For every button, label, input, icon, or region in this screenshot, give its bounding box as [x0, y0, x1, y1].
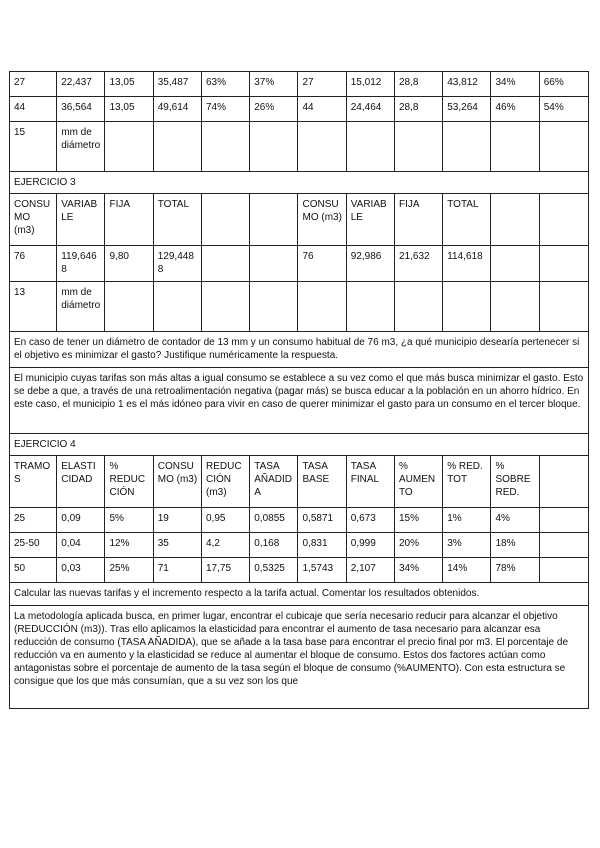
column-header: CONSUMO (m3) — [298, 194, 346, 246]
table-cell: 66% — [539, 72, 588, 97]
table-cell: 43,812 — [443, 72, 491, 97]
ex3-size-row — [10, 282, 589, 332]
table-cell: 0,04 — [57, 533, 105, 558]
table-cell — [491, 246, 539, 282]
table-cell: mm de diámetro — [57, 122, 105, 172]
column-header: VARIABLE — [57, 194, 105, 246]
section-title-ex3-row — [10, 172, 589, 194]
table-cell — [250, 282, 298, 332]
table-cell — [394, 122, 442, 172]
table-cell: 34% — [491, 72, 539, 97]
table-cell — [201, 122, 249, 172]
table-cell: 27 — [298, 72, 346, 97]
table-cell: 20% — [394, 533, 442, 558]
ex4-answer: La metodología aplicada busca, en primer lugar, encontrar el cubicaje que sería necesario reducir para alcanzar el objetivo (REDUCCIÓN (m3)). Tras ello aplicamos la elasticidad para encontrar el aumento de tasa necesario para alcanzar esa reducción de consumo (TASA AÑADIDA), que se añade a la tasa base para encontrar el precio final por m3. El porcentaje de reducción va en aumento y la elasticidad se reduce al aumentar el bloque de consumo. Estos dos factores actúan como antagonistas sobre el porcentaje de aumento de la tasa según el bloque de consumo (%AUMENTO). Con esta estructura se consigue que los que más consumían, que a su vez son los que — [10, 606, 589, 709]
ex3-answer: El municipio cuyas tarifas son más altas a igual consumo se establece a su vez como el que más busca minimizar el gasto. Esto se debe a que, a través de una retroalimentación negativa (pagar más) se busca educar a la población en un ahorro hídrico. En este caso, el municipio 1 es el más idóneo para vivir en caso de querer minimizar el gasto para un consumo en el tercer bloque. — [10, 368, 589, 434]
table-cell: 119,6468 — [57, 246, 105, 282]
table-cell: 46% — [491, 97, 539, 122]
column-header — [201, 194, 249, 246]
table-cell: 15,012 — [346, 72, 394, 97]
ex2-row — [10, 122, 589, 172]
table-cell: 25% — [105, 558, 153, 583]
table-cell: 0,09 — [57, 508, 105, 533]
column-header: CONSUMO (m3) — [153, 456, 201, 508]
column-header: TASA BASE — [298, 456, 346, 508]
table-cell: 4% — [491, 508, 539, 533]
table-cell: 13,05 — [105, 97, 153, 122]
table-cell — [105, 282, 153, 332]
column-header: TOTAL — [153, 194, 201, 246]
table-cell: 21,632 — [394, 246, 442, 282]
table-cell: 1,5743 — [298, 558, 346, 583]
table-cell — [443, 282, 491, 332]
table-cell: 19 — [153, 508, 201, 533]
table-cell: 76 — [10, 246, 57, 282]
table-cell: 15% — [394, 508, 442, 533]
table-cell: 0,831 — [298, 533, 346, 558]
table-cell: 27 — [10, 72, 57, 97]
column-header: % RED. TOT — [443, 456, 491, 508]
table-cell: 71 — [153, 558, 201, 583]
table-cell: 26% — [250, 97, 298, 122]
column-header: REDUCCIÓN (m3) — [201, 456, 249, 508]
section-title-ex4-row — [10, 434, 589, 456]
ex2-row — [10, 72, 589, 97]
ex3-question: En caso de tener un diámetro de contador de 13 mm y un consumo habitual de 76 m3, ¿a qué municipio desearía pertenecer si el objetivo es minimizar el gasto? Justifique numéricamente la respuesta. — [10, 332, 589, 368]
table-cell: 0,673 — [346, 508, 394, 533]
column-header: FIJA — [105, 194, 153, 246]
table-cell: 18% — [491, 533, 539, 558]
column-header: FIJA — [394, 194, 442, 246]
table-cell: 76 — [298, 246, 346, 282]
column-header: ELASTICIDAD — [57, 456, 105, 508]
ex2-row — [10, 97, 589, 122]
table-cell — [539, 122, 588, 172]
table-cell — [539, 508, 588, 533]
table-cell — [250, 122, 298, 172]
column-header: TASA FINAL — [346, 456, 394, 508]
table-cell: 114,618 — [443, 246, 491, 282]
table-cell: 49,614 — [153, 97, 201, 122]
table-cell: 74% — [201, 97, 249, 122]
section-title-ex3: EJERCICIO 3 — [10, 172, 589, 194]
table-cell — [250, 246, 298, 282]
section-title-ex4: EJERCICIO 4 — [10, 434, 589, 456]
column-header — [539, 194, 588, 246]
table-cell: 14% — [443, 558, 491, 583]
table-cell: 0,5325 — [250, 558, 298, 583]
table-cell — [491, 282, 539, 332]
table-cell: 15 — [10, 122, 57, 172]
table-cell: 3% — [443, 533, 491, 558]
table-cell: 0,0855 — [250, 508, 298, 533]
table-cell — [346, 122, 394, 172]
ex4-data-row — [10, 508, 589, 533]
column-header: CONSUMO (m3) — [10, 194, 57, 246]
ex3-question-row — [10, 332, 589, 368]
column-header: % REDUCCIÓN — [105, 456, 153, 508]
table-cell: 1% — [443, 508, 491, 533]
table-cell: 78% — [491, 558, 539, 583]
table-cell: 28,8 — [394, 97, 442, 122]
table-cell: 2,107 — [346, 558, 394, 583]
table-cell: 0,5871 — [298, 508, 346, 533]
table-cell — [539, 282, 588, 332]
column-header — [491, 194, 539, 246]
ex4-header-row — [10, 456, 589, 508]
table-cell: 44 — [298, 97, 346, 122]
table-cell: 129,4488 — [153, 246, 201, 282]
table-cell: 53,264 — [443, 97, 491, 122]
table-cell: 24,464 — [346, 97, 394, 122]
ex3-answer-row — [10, 368, 589, 434]
table-cell: 22,437 — [57, 72, 105, 97]
ex4-data-row — [10, 558, 589, 583]
table-cell: 44 — [10, 97, 57, 122]
table-cell: 37% — [250, 72, 298, 97]
table-cell: 63% — [201, 72, 249, 97]
table-cell: 36,564 — [57, 97, 105, 122]
ex4-data-row — [10, 533, 589, 558]
table-cell: 4,2 — [201, 533, 249, 558]
table-cell: 0,03 — [57, 558, 105, 583]
table-cell — [153, 282, 201, 332]
column-header: % SOBRE RED. — [491, 456, 539, 508]
ex4-answer-row — [10, 606, 589, 709]
table-cell: 9,80 — [105, 246, 153, 282]
ex3-header-row — [10, 194, 589, 246]
table-cell: 13,05 — [105, 72, 153, 97]
column-header: % AUMENTO — [394, 456, 442, 508]
ex4-instruction: Calcular las nuevas tarifas y el incremento respecto a la tarifa actual. Comentar los resultados obtenidos. — [10, 583, 589, 606]
table-cell: 0,95 — [201, 508, 249, 533]
document-table — [9, 71, 589, 709]
column-header: TASA AÑADIDA — [250, 456, 298, 508]
column-header: TOTAL — [443, 194, 491, 246]
table-cell — [443, 122, 491, 172]
table-cell: 25-50 — [10, 533, 57, 558]
table-cell: 28,8 — [394, 72, 442, 97]
table-cell: 17,75 — [201, 558, 249, 583]
table-cell: 13 — [10, 282, 57, 332]
table-cell — [539, 246, 588, 282]
table-cell: 50 — [10, 558, 57, 583]
table-cell — [491, 122, 539, 172]
table-cell: 12% — [105, 533, 153, 558]
table-cell — [201, 282, 249, 332]
column-header — [539, 456, 588, 508]
table-cell: 0,999 — [346, 533, 394, 558]
table-cell — [539, 558, 588, 583]
table-cell — [153, 122, 201, 172]
table-cell — [346, 282, 394, 332]
table-cell — [298, 122, 346, 172]
table-cell: 54% — [539, 97, 588, 122]
table-cell: 5% — [105, 508, 153, 533]
table-cell — [105, 122, 153, 172]
table-cell: 0,168 — [250, 533, 298, 558]
table-cell — [201, 246, 249, 282]
table-cell: 35,487 — [153, 72, 201, 97]
table-cell: 25 — [10, 508, 57, 533]
table-cell — [394, 282, 442, 332]
table-cell: 34% — [394, 558, 442, 583]
table-cell: mm de diámetro — [57, 282, 105, 332]
table-cell: 35 — [153, 533, 201, 558]
column-header — [250, 194, 298, 246]
ex3-values-row — [10, 246, 589, 282]
table-cell: 92,986 — [346, 246, 394, 282]
column-header: TRAMOS — [10, 456, 57, 508]
ex4-instruction-row — [10, 583, 589, 606]
table-cell — [298, 282, 346, 332]
column-header: VARIABLE — [346, 194, 394, 246]
table-cell — [539, 533, 588, 558]
